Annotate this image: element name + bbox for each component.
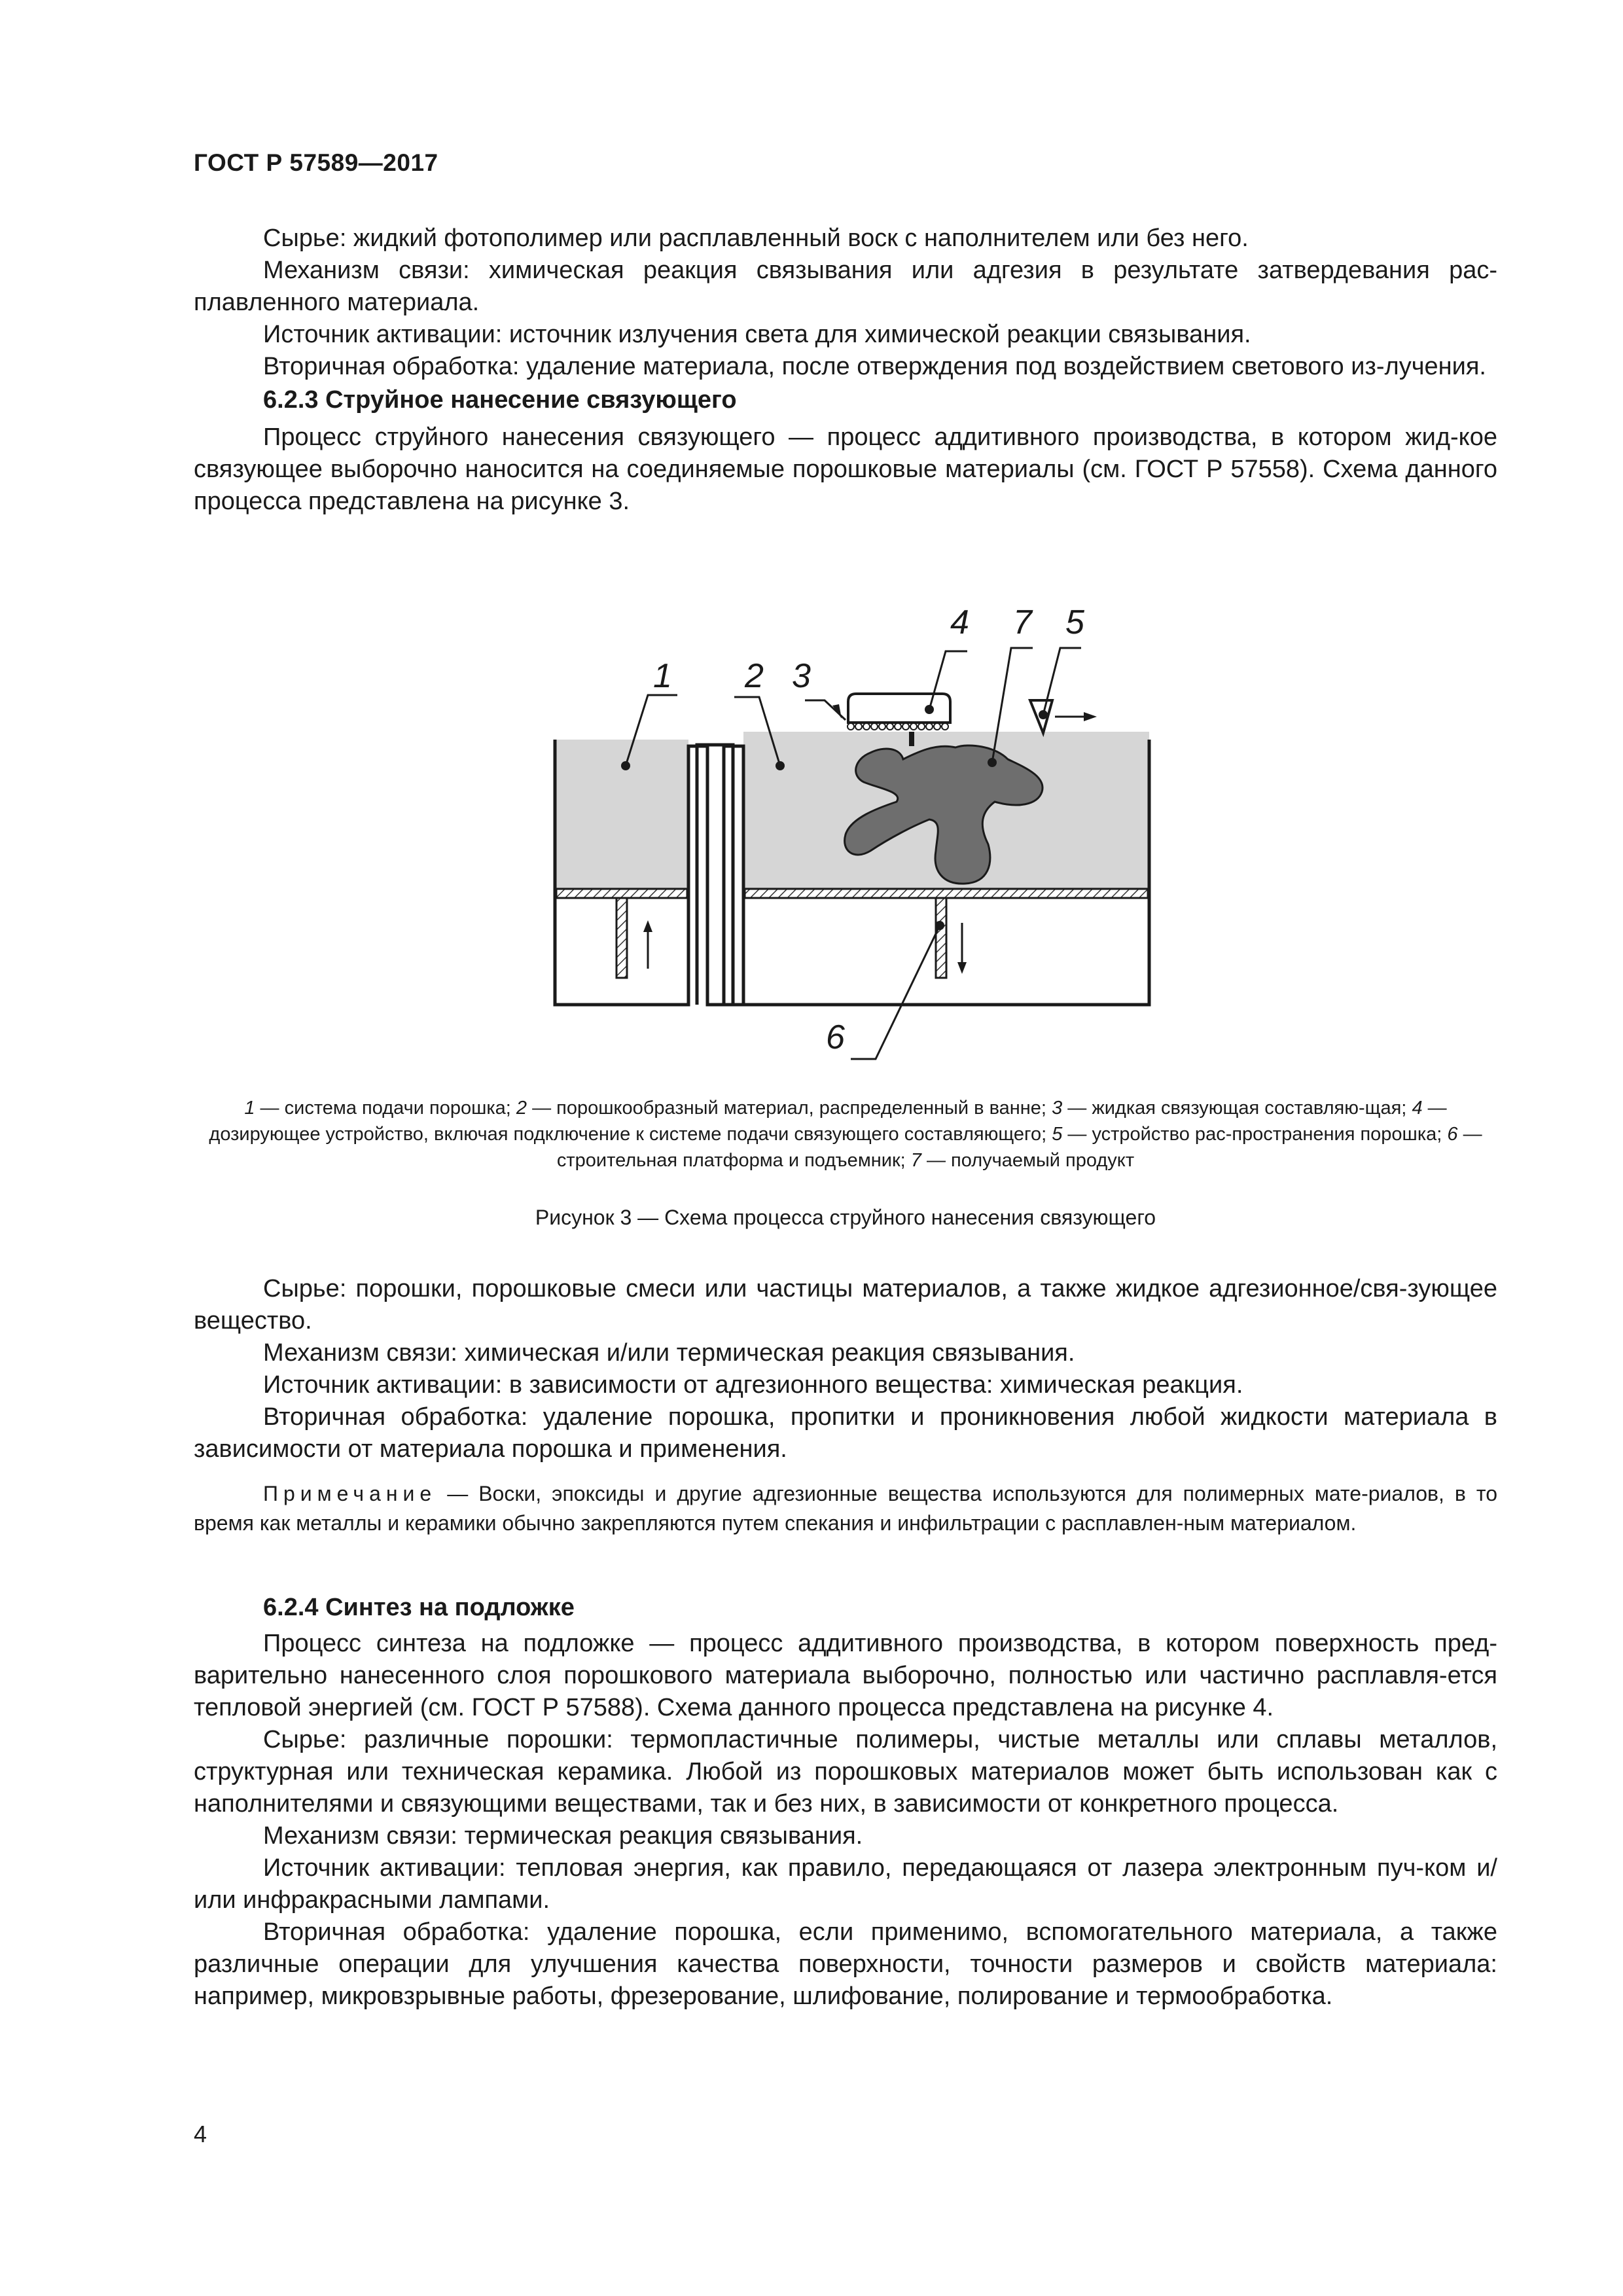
after-figure-section: [194, 1273, 1497, 1465]
figure-3-diagram: [0, 0, 1623, 1100]
callout-3: 3: [792, 657, 811, 695]
note-text: — Воски, эпоксиды и другие адгезионные вещества используются для полимерных мате-риалов, в то время как металлы и керамики обычно закрепляются путем спекания и инфильтрации с расплавлен-ным материалом.: [194, 1482, 1497, 1535]
callout-5: 5: [1065, 603, 1084, 641]
feed-piston: [616, 898, 627, 978]
paragraph: Вторичная обработка: удаление порошка, если применимо, вспомогательного материала, а также различные операции для улучшения качества поверхности, точности размеров и свойств материала: например, микровзрывные работы, фрезерование, шлифование, полирование и термообработка.: [194, 1918, 1497, 2010]
leader-arrowhead: [832, 704, 842, 719]
callout-4: 4: [950, 603, 969, 641]
callout-7: 7: [1013, 603, 1032, 641]
right-arrow-icon: [1055, 712, 1097, 721]
legend-num: 1: [244, 1098, 255, 1119]
paragraph: Сырье: жидкий фотополимер или расплавленный воск с наполнителем или без него.: [263, 224, 1249, 252]
section-heading-6-2-3: 6.2.3 Струйное нанесение связующего: [263, 386, 737, 414]
up-arrow-icon: [643, 920, 652, 969]
build-platform: [745, 889, 1148, 898]
legend-num: 2: [516, 1098, 527, 1119]
note-label: Примечание: [263, 1482, 437, 1505]
dispensing-head: [848, 694, 950, 723]
paragraph: Сырье: порошки, порошковые смеси или частицы материалов, а также жидкое адгезионное/свя-зующее вещество.: [194, 1275, 1497, 1335]
legend-num: 6: [1447, 1124, 1458, 1145]
down-arrow-icon: [957, 923, 967, 974]
figure-caption: Рисунок 3 — Схема процесса струйного нанесения связующего: [535, 1206, 1156, 1229]
paragraph: Механизм связи: химическая реакция связывания или адгезия в результате затвердевания рас-плавленного материала.: [194, 257, 1497, 316]
section-6-2-4: [194, 1592, 1497, 2013]
document-header: ГОСТ Р 57589—2017: [194, 149, 438, 176]
legend-num: 3: [1052, 1098, 1063, 1119]
paragraph: Источник активации: тепловая энергия, как правило, передающаяся от лазера электронным пуч-ком и/или инфракрасными лампами.: [194, 1854, 1497, 1914]
legend-num: 5: [1052, 1124, 1063, 1145]
callout-1: 1: [653, 657, 672, 695]
binder-droplets: [847, 723, 948, 730]
paragraph: Источник активации: в зависимости от адгезионного вещества: химическая реакция.: [263, 1371, 1243, 1399]
paragraph: Источник активации: источник излучения света для химической реакции связывания.: [263, 321, 1251, 348]
legend-text: — устройство рас-пространения порошка;: [1062, 1124, 1448, 1145]
callout-2: 2: [745, 657, 764, 695]
paragraph: Сырье: различные порошки: термопластичные полимеры, чистые металлы или сплавы металлов, структурная или техническая керамика. Любой из порошковых материалов может быть использован как с наполнителями и связующими веществами, так и без них, в зависимости от конкретного процесса.: [194, 1726, 1497, 1818]
paragraph: Процесс синтеза на подложке — процесс аддитивного производства, в котором поверхность пред-варительно нанесенного слоя порошкового материала выборочно, полностью или частично расплавля-ется тепловой энергией (см. ГОСТ Р 57588). Схема данного процесса представлена на рисунке 4.: [194, 1630, 1497, 1721]
legend-num: 4: [1412, 1098, 1423, 1119]
legend-text: — жидкая связующая составляю-щая;: [1062, 1098, 1412, 1119]
page-number: 4: [194, 2121, 207, 2147]
legend-text: — дозирующее устройство, включая подключение к системе подачи связующего составляющего;: [209, 1098, 1447, 1145]
legend-text: — порошкообразный материал, распределенный в ванне;: [527, 1098, 1052, 1119]
figure-legend: [194, 1095, 1497, 1174]
divider-outer: [697, 745, 733, 1005]
note-block: [194, 1479, 1497, 1538]
legend-text: — строительная платформа и подъемник;: [556, 1124, 1482, 1171]
paragraph: Вторичная обработка: удаление материала, после отверждения под воздействием светового из-лучения.: [263, 353, 1486, 380]
paragraph: Механизм связи: химическая и/или термическая реакция связывания.: [263, 1339, 1075, 1367]
feed-platform: [556, 889, 687, 898]
build-piston: [936, 898, 946, 978]
powder-left: [555, 740, 688, 890]
legend-text: — система подачи порошка;: [255, 1098, 516, 1119]
section-heading-6-2-4: 6.2.4 Синтез на подложке: [263, 1594, 575, 1621]
paragraph: Процесс струйного нанесения связующего — процесс аддитивного производства, в котором жид-кое связующее выборочно наносится на соединяемые порошковые материалы (см. ГОСТ Р 57558). Схема данного процесса представлена на рисунке 3.: [194, 423, 1497, 515]
paragraph: Механизм связи: термическая реакция связывания.: [263, 1822, 863, 1850]
legend-text: — получаемый продукт: [921, 1150, 1135, 1171]
callout-6: 6: [826, 1018, 845, 1056]
legend-num: 7: [910, 1150, 921, 1171]
paragraph: Вторичная обработка: удаление порошка, пропитки и проникновения любой жидкости материала в зависимости от материала порошка и применения.: [194, 1403, 1497, 1463]
